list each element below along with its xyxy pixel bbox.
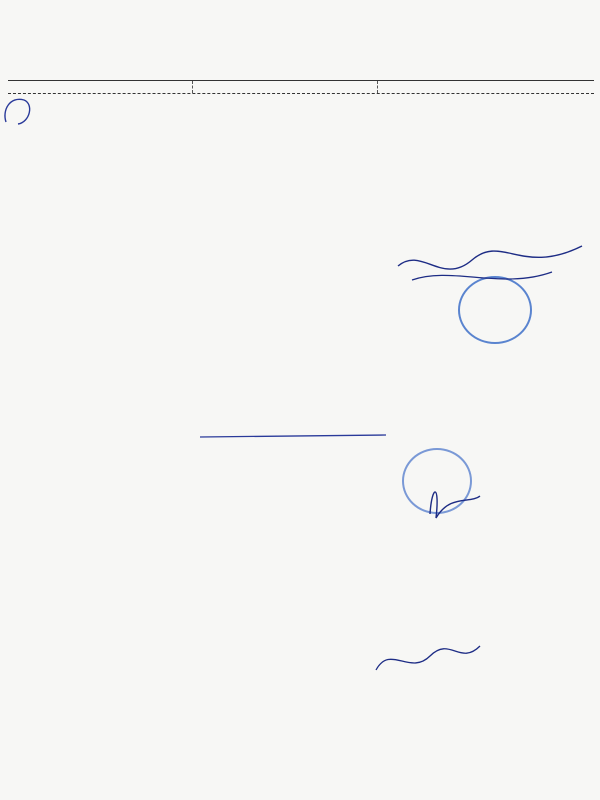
- table-header: [8, 80, 594, 94]
- signature-scribble-3-icon: [370, 636, 510, 686]
- col-header-pcs: [152, 81, 192, 93]
- signature-scribble-icon: [392, 236, 592, 296]
- col-header-consignment: [36, 81, 116, 93]
- col-header-signature: [377, 81, 588, 93]
- col-header-consignee: [192, 81, 377, 93]
- runsheet-table: [8, 80, 594, 94]
- sno-circle-mark-icon: [0, 92, 40, 132]
- col-header-weight: [116, 81, 152, 93]
- strike-through-icon: [196, 425, 396, 445]
- runsheet-header: [0, 0, 600, 8]
- signature-scribble-2-icon: [410, 474, 530, 534]
